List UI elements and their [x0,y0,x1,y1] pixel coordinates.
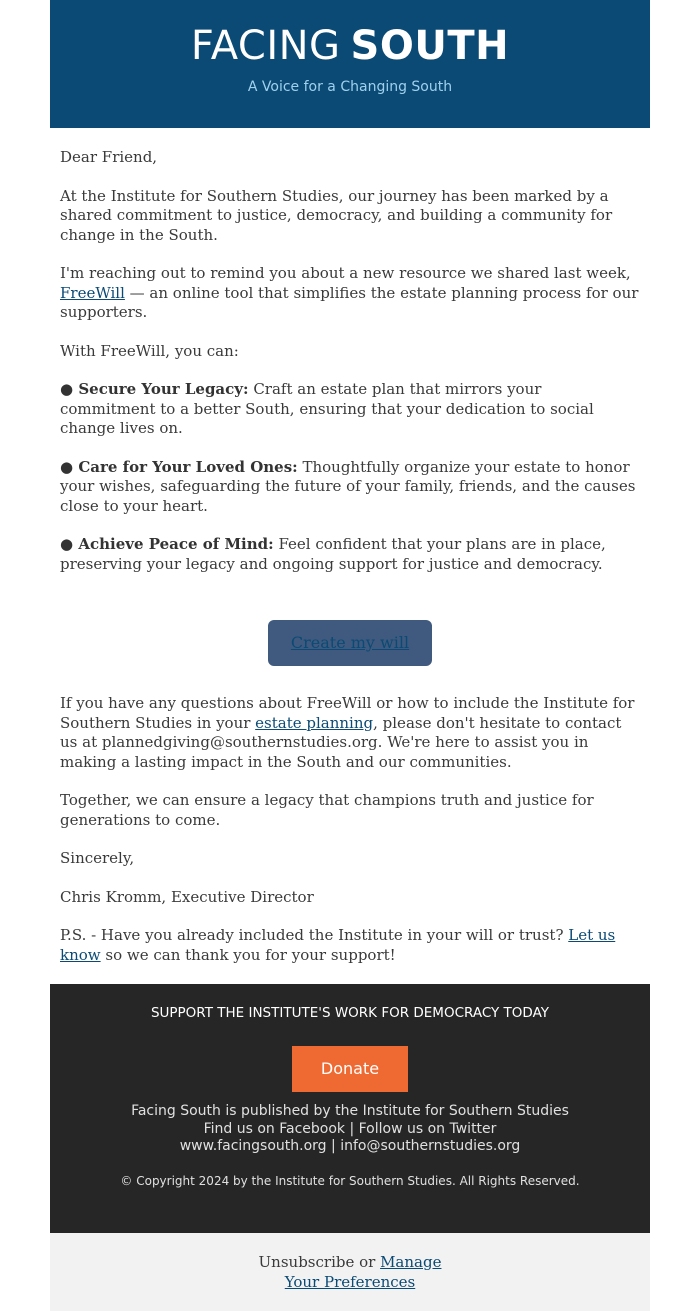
bullet-item: ● Achieve Peace of Mind: Feel confident that your plans are in place, preserving your legacy and ongoing support for justice and democracy. [60,535,606,573]
bullet-icon: ● [60,535,74,553]
tagline: A Voice for a Changing South [247,79,453,95]
bullet-item: ● Secure Your Legacy: Craft an estate plan that mirrors your commitment to a better South, ensuring that your dedication to social change lives on. [60,380,594,437]
twitter-link[interactable]: Follow us on Twitter [358,1120,497,1137]
unsubscribe-text[interactable]: Unsubscribe or [258,1253,381,1271]
estate-planning-link[interactable]: estate planning [255,713,374,732]
cta-container [60,620,640,666]
footer-info [50,1103,650,1156]
facing-south-logo[interactable]: FACING SOUTH [190,23,510,69]
letter-body [50,128,650,965]
bullet-icon: ● [60,457,74,476]
published-by: Facing South is published by the Institute for Southern Studies [131,1103,569,1119]
questions-paragraph: If you have any questions about FreeWill or how to include the Institute for Southern Studies in your estate planning, please don't hesitate to contact us at plannedgiving@southernstudies.org. We're here to assist you in making a lasting impact in the South and our communities. [60,694,635,771]
footer [50,984,650,1233]
email-container [50,0,650,1311]
header-banner [50,0,650,128]
closing: Sincerely, [60,849,135,867]
greeting: Dear Friend, [60,148,158,166]
copyright: © Copyright 2024 by the Institute for Southern Studies. All Rights Reserved. [120,1173,580,1188]
donate-button[interactable]: Donate [292,1046,408,1092]
signature: Chris Kromm, Executive Director [60,887,314,906]
unsubscribe-section [50,1233,650,1311]
support-heading: SUPPORT THE INSTITUTE'S WORK FOR DEMOCRACY TODAY [150,1005,550,1021]
bullet-item: ● Care for Your Loved Ones: Thoughtfully organize your estate to honor your wishes, safeguarding the future of your family, friends, and the causes close to your heart. [60,457,636,515]
ps-paragraph: P.S. - Have you already included the Institute in your will or trust? Let us know so we can thank you for your support! [60,926,616,964]
let-us-know-link[interactable]: Let us know [60,926,616,964]
create-my-will-button[interactable]: Create my will [268,620,432,666]
email-link[interactable]: info@southernstudies.org [340,1138,521,1154]
preferences-link[interactable]: Your Preferences [284,1272,416,1291]
together-paragraph: Together, we can ensure a legacy that champions truth and justice for generations to come. [60,791,594,829]
contact-links: www.facingsouth.org | info@southernstudies.org [179,1138,521,1154]
intro-paragraph: At the Institute for Southern Studies, our journey has been marked by a shared commitment to justice, democracy, and building a community for change in the South. [60,186,613,244]
bullet-icon: ● [60,380,74,398]
manage-link[interactable]: Manage [380,1253,442,1271]
list-intro: With FreeWill, you can: [60,341,239,360]
reminder-paragraph: I'm reaching out to remind you about a new resource we shared last week, FreeWill — an online tool that simplifies the estate planning process for our supporters. [60,264,639,321]
freewill-link[interactable]: FreeWill [60,283,125,302]
facebook-link[interactable]: Find us on Facebook [203,1120,345,1137]
website-link[interactable]: www.facingsouth.org [179,1138,327,1154]
social-links: Find us on Facebook | Follow us on Twitter [203,1120,497,1137]
